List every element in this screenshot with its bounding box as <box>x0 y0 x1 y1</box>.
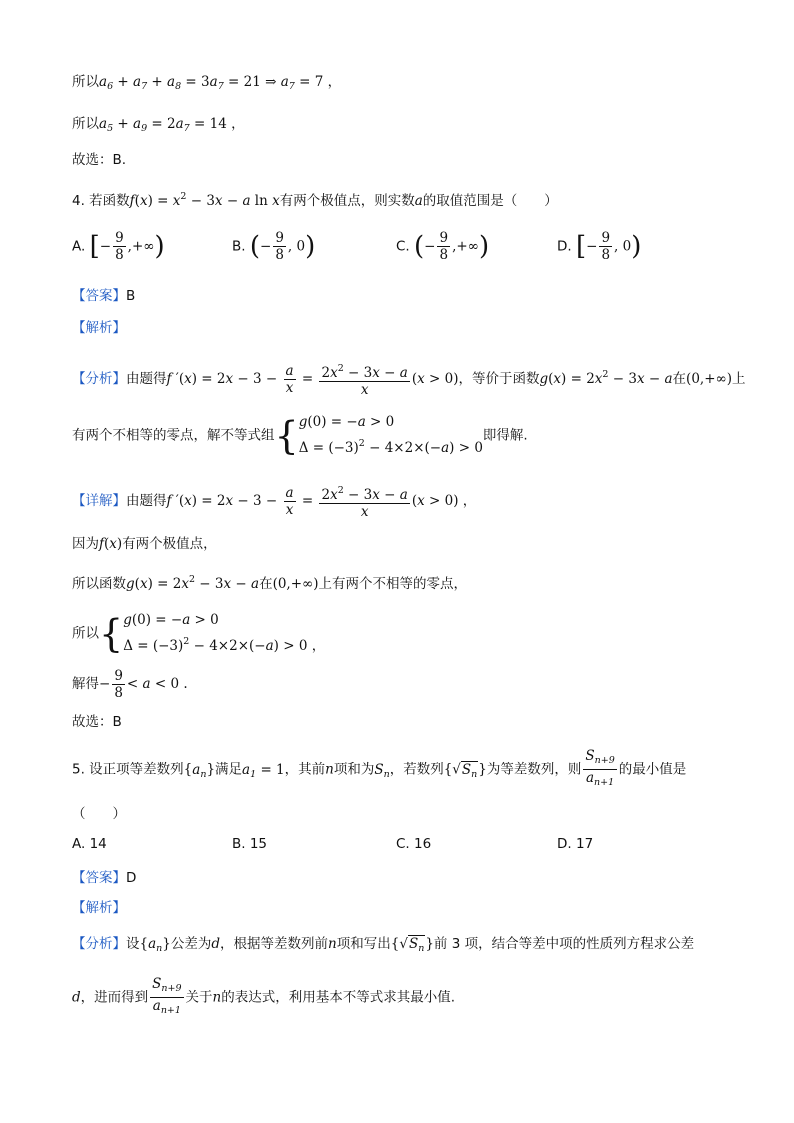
q4-jiexi: 【解析】 <box>72 320 126 336</box>
q4-detail-line-4: 所以{ g(0) = −a > 0 $\Delta = (-3)^2 - 4\times 2\times(-a) > 0$ ， <box>72 611 326 656</box>
q4-final-answer: 故选：B <box>72 714 122 730</box>
q3-line-1: 所以$a_6 + a_7 + a_8 = 3a_7 = 21$ ⇒ $a_7 = 7$ ， <box>72 74 342 92</box>
q5-stem: 5. 设正项等差数列$\{a_n\}$满足$a_1 = 1$，其前n项和为$S_n$，若数列$\{√S_n\}$为等差数列，则 $\frac{S_{n+9}}{a_{n+1}}$ 的最小值是 <box>72 748 687 788</box>
q5-option-a[interactable]: A. 14 <box>72 836 107 852</box>
q4-option-b[interactable]: B. (− $\frac{9}{8}$ , 0) <box>232 230 316 263</box>
q4-stem: 4. 若函数$f(x) = x^2 - 3x - a$ ln x有两个极值点，则实数a的取值范围是（ ） <box>72 191 558 209</box>
q3-line-2: 所以$a_5 + a_9 = 2a_7 = 14$ ， <box>72 116 245 134</box>
q5-answer: 【答案】D <box>72 870 137 886</box>
q4-analysis-line-1: 【分析】由题得f ′(x) = 2x − 3 − $\frac{a}{x}$ = $\frac{2x^2 - 3x - a}{x}$ (x > 0)，等价于函数$g(x) = 2x^2 - 3x - a$在(0,+∞)上 <box>72 362 746 398</box>
q5-analysis-line-1: 【分析】设$\{a_n\}$公差为d，根据等差数列前n项和写出$\{√S_n\}$前 3 项，结合等差中项的性质列方程求公差 <box>72 936 695 954</box>
q5-paren: （ ） <box>72 806 126 822</box>
q4-analysis-line-2: 有两个不相等的零点，解不等式组{ g(0) = −a > 0 $\Delta = (-3)^2 - 4\times 2\times(-a) > 0$ 即得解. <box>72 413 528 458</box>
q5-jiexi: 【解析】 <box>72 900 126 916</box>
q4-detail-line-5: 解得− $\frac{9}{8}$ < a < 0 . <box>72 667 188 701</box>
q4-option-d[interactable]: D. [− $\frac{9}{8}$ , 0) <box>557 230 642 263</box>
q4-detail-line-1: 【详解】由题得f ′(x) = 2x − 3 − $\frac{a}{x}$ = $\frac{2x^2 - 3x - a}{x}$ (x > 0) ， <box>72 484 477 520</box>
q5-option-c[interactable]: C. 16 <box>396 836 432 852</box>
q4-option-c[interactable]: C. (− $\frac{9}{8}$ ,+∞) <box>396 230 490 263</box>
q5-analysis-line-2: d，进而得到 $\frac{S_{n+9}}{a_{n+1}}$ 关于n的表达式，利用基本不等式求其最小值. <box>72 976 456 1016</box>
q4-detail-line-2: 因为f(x)有两个极值点， <box>72 536 217 552</box>
q4-detail-line-3: 所以函数$g(x) = 2x^2 - 3x - a$在(0,+∞)上有两个不相等的零点， <box>72 574 468 592</box>
q5-option-d[interactable]: D. 17 <box>557 836 594 852</box>
q4-option-a[interactable]: A. [− $\frac{9}{8}$ ,+∞) <box>72 230 165 263</box>
q3-answer: 故选：B. <box>72 152 127 168</box>
q4-answer: 【答案】B <box>72 288 136 304</box>
q5-option-b[interactable]: B. 15 <box>232 836 268 852</box>
